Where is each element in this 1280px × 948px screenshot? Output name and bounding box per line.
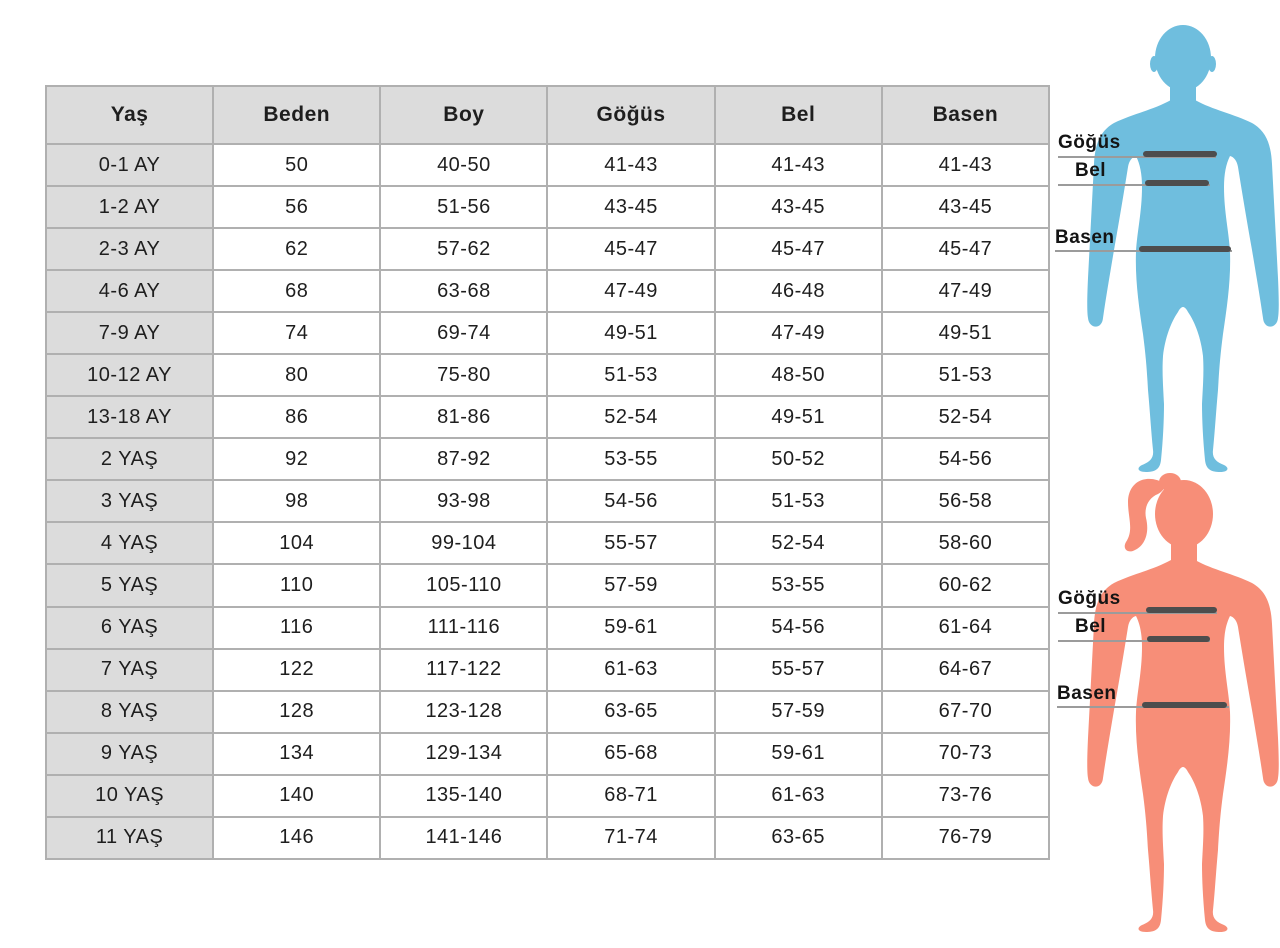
hips-cell: 52-54 xyxy=(882,396,1049,438)
table-row xyxy=(46,564,1049,606)
size-cell: 128 xyxy=(213,691,380,733)
girl-hips-measure-bar xyxy=(1142,702,1227,708)
baby-waist-label: Bel xyxy=(1075,160,1107,181)
girl-waist-label: Bel xyxy=(1075,616,1107,637)
hips-cell: 54-56 xyxy=(882,438,1049,480)
age-cell: 4-6 AY xyxy=(46,270,213,312)
header-row xyxy=(46,86,1049,144)
age-cell: 6 YAŞ xyxy=(46,607,213,649)
hips-cell: 41-43 xyxy=(882,144,1049,186)
hips-cell: 43-45 xyxy=(882,186,1049,228)
hips-cell: 45-47 xyxy=(882,228,1049,270)
size-cell: 104 xyxy=(213,522,380,564)
chest-cell: 65-68 xyxy=(547,733,714,775)
age-cell: 1-2 AY xyxy=(46,186,213,228)
baby-hips-measure-bar xyxy=(1139,246,1231,252)
height-cell: 129-134 xyxy=(380,733,547,775)
size-cell: 116 xyxy=(213,607,380,649)
table-row xyxy=(46,817,1049,859)
table-row xyxy=(46,522,1049,564)
column-header-waist: Bel xyxy=(715,86,882,144)
chest-cell: 61-63 xyxy=(547,649,714,691)
chest-cell: 49-51 xyxy=(547,312,714,354)
waist-cell: 43-45 xyxy=(715,186,882,228)
hips-cell: 58-60 xyxy=(882,522,1049,564)
waist-cell: 51-53 xyxy=(715,480,882,522)
age-cell: 10 YAŞ xyxy=(46,775,213,817)
waist-cell: 46-48 xyxy=(715,270,882,312)
chest-cell: 59-61 xyxy=(547,607,714,649)
height-cell: 99-104 xyxy=(380,522,547,564)
age-cell: 11 YAŞ xyxy=(46,817,213,859)
waist-cell: 54-56 xyxy=(715,607,882,649)
baby-waist-measure-bar xyxy=(1145,180,1209,186)
chest-cell: 54-56 xyxy=(547,480,714,522)
size-cell: 50 xyxy=(213,144,380,186)
waist-cell: 48-50 xyxy=(715,354,882,396)
waist-cell: 53-55 xyxy=(715,564,882,606)
waist-cell: 49-51 xyxy=(715,396,882,438)
column-header-height: Boy xyxy=(380,86,547,144)
hips-cell: 60-62 xyxy=(882,564,1049,606)
column-header-age: Yaş xyxy=(46,86,213,144)
table-row xyxy=(46,438,1049,480)
chest-cell: 51-53 xyxy=(547,354,714,396)
size-cell: 92 xyxy=(213,438,380,480)
chest-cell: 41-43 xyxy=(547,144,714,186)
table-row xyxy=(46,733,1049,775)
hips-cell: 67-70 xyxy=(882,691,1049,733)
chest-cell: 55-57 xyxy=(547,522,714,564)
hips-cell: 76-79 xyxy=(882,817,1049,859)
chest-cell: 57-59 xyxy=(547,564,714,606)
girl-waist-measure-bar xyxy=(1147,636,1210,642)
age-cell: 2 YAŞ xyxy=(46,438,213,480)
age-cell: 0-1 AY xyxy=(46,144,213,186)
table-row xyxy=(46,144,1049,186)
chest-cell: 43-45 xyxy=(547,186,714,228)
table-row xyxy=(46,480,1049,522)
hips-cell: 56-58 xyxy=(882,480,1049,522)
table-row xyxy=(46,270,1049,312)
baby-chest-label: Göğüs xyxy=(1058,132,1121,153)
chest-cell: 47-49 xyxy=(547,270,714,312)
size-cell: 62 xyxy=(213,228,380,270)
girl-chest-measure-bar xyxy=(1146,607,1217,613)
age-cell: 2-3 AY xyxy=(46,228,213,270)
size-cell: 98 xyxy=(213,480,380,522)
size-cell: 122 xyxy=(213,649,380,691)
chest-cell: 52-54 xyxy=(547,396,714,438)
table-row xyxy=(46,312,1049,354)
size-cell: 110 xyxy=(213,564,380,606)
age-cell: 9 YAŞ xyxy=(46,733,213,775)
height-cell: 93-98 xyxy=(380,480,547,522)
table-row xyxy=(46,607,1049,649)
size-table-header xyxy=(46,86,1049,144)
hips-cell: 73-76 xyxy=(882,775,1049,817)
chest-cell: 68-71 xyxy=(547,775,714,817)
table-row xyxy=(46,228,1049,270)
hips-cell: 47-49 xyxy=(882,270,1049,312)
table-row xyxy=(46,186,1049,228)
chest-cell: 45-47 xyxy=(547,228,714,270)
height-cell: 40-50 xyxy=(380,144,547,186)
baby-hips-label: Basen xyxy=(1055,227,1115,248)
size-cell: 140 xyxy=(213,775,380,817)
age-cell: 7-9 AY xyxy=(46,312,213,354)
hips-cell: 51-53 xyxy=(882,354,1049,396)
height-cell: 57-62 xyxy=(380,228,547,270)
size-cell: 68 xyxy=(213,270,380,312)
height-cell: 81-86 xyxy=(380,396,547,438)
girl-hips-label: Basen xyxy=(1057,683,1117,704)
waist-cell: 41-43 xyxy=(715,144,882,186)
table-row xyxy=(46,354,1049,396)
table-body xyxy=(46,144,1049,859)
height-cell: 87-92 xyxy=(380,438,547,480)
chest-cell: 63-65 xyxy=(547,691,714,733)
hips-cell: 61-64 xyxy=(882,607,1049,649)
chest-cell: 71-74 xyxy=(547,817,714,859)
age-cell: 13-18 AY xyxy=(46,396,213,438)
column-header-size: Beden xyxy=(213,86,380,144)
size-cell: 146 xyxy=(213,817,380,859)
waist-cell: 57-59 xyxy=(715,691,882,733)
height-cell: 111-116 xyxy=(380,607,547,649)
chest-cell: 53-55 xyxy=(547,438,714,480)
size-table xyxy=(45,85,1050,860)
age-cell: 10-12 AY xyxy=(46,354,213,396)
height-cell: 135-140 xyxy=(380,775,547,817)
age-cell: 3 YAŞ xyxy=(46,480,213,522)
waist-cell: 50-52 xyxy=(715,438,882,480)
waist-cell: 47-49 xyxy=(715,312,882,354)
hips-cell: 49-51 xyxy=(882,312,1049,354)
waist-cell: 45-47 xyxy=(715,228,882,270)
height-cell: 51-56 xyxy=(380,186,547,228)
height-cell: 69-74 xyxy=(380,312,547,354)
table-row xyxy=(46,691,1049,733)
girl-chest-label: Göğüs xyxy=(1058,588,1121,609)
size-cell: 86 xyxy=(213,396,380,438)
height-cell: 105-110 xyxy=(380,564,547,606)
table-row xyxy=(46,649,1049,691)
column-header-hips: Basen xyxy=(882,86,1049,144)
girl-silhouette-figure xyxy=(1050,472,1280,948)
height-cell: 123-128 xyxy=(380,691,547,733)
table-row xyxy=(46,775,1049,817)
age-cell: 7 YAŞ xyxy=(46,649,213,691)
size-cell: 80 xyxy=(213,354,380,396)
size-cell: 56 xyxy=(213,186,380,228)
size-cell: 74 xyxy=(213,312,380,354)
hips-cell: 70-73 xyxy=(882,733,1049,775)
age-cell: 8 YAŞ xyxy=(46,691,213,733)
table-row xyxy=(46,396,1049,438)
baby-chest-measure-bar xyxy=(1143,151,1217,157)
height-cell: 75-80 xyxy=(380,354,547,396)
waist-cell: 61-63 xyxy=(715,775,882,817)
height-cell: 63-68 xyxy=(380,270,547,312)
height-cell: 117-122 xyxy=(380,649,547,691)
age-cell: 4 YAŞ xyxy=(46,522,213,564)
height-cell: 141-146 xyxy=(380,817,547,859)
size-cell: 134 xyxy=(213,733,380,775)
column-header-chest: Göğüs xyxy=(547,86,714,144)
waist-cell: 59-61 xyxy=(715,733,882,775)
waist-cell: 55-57 xyxy=(715,649,882,691)
waist-cell: 52-54 xyxy=(715,522,882,564)
waist-cell: 63-65 xyxy=(715,817,882,859)
age-cell: 5 YAŞ xyxy=(46,564,213,606)
hips-cell: 64-67 xyxy=(882,649,1049,691)
